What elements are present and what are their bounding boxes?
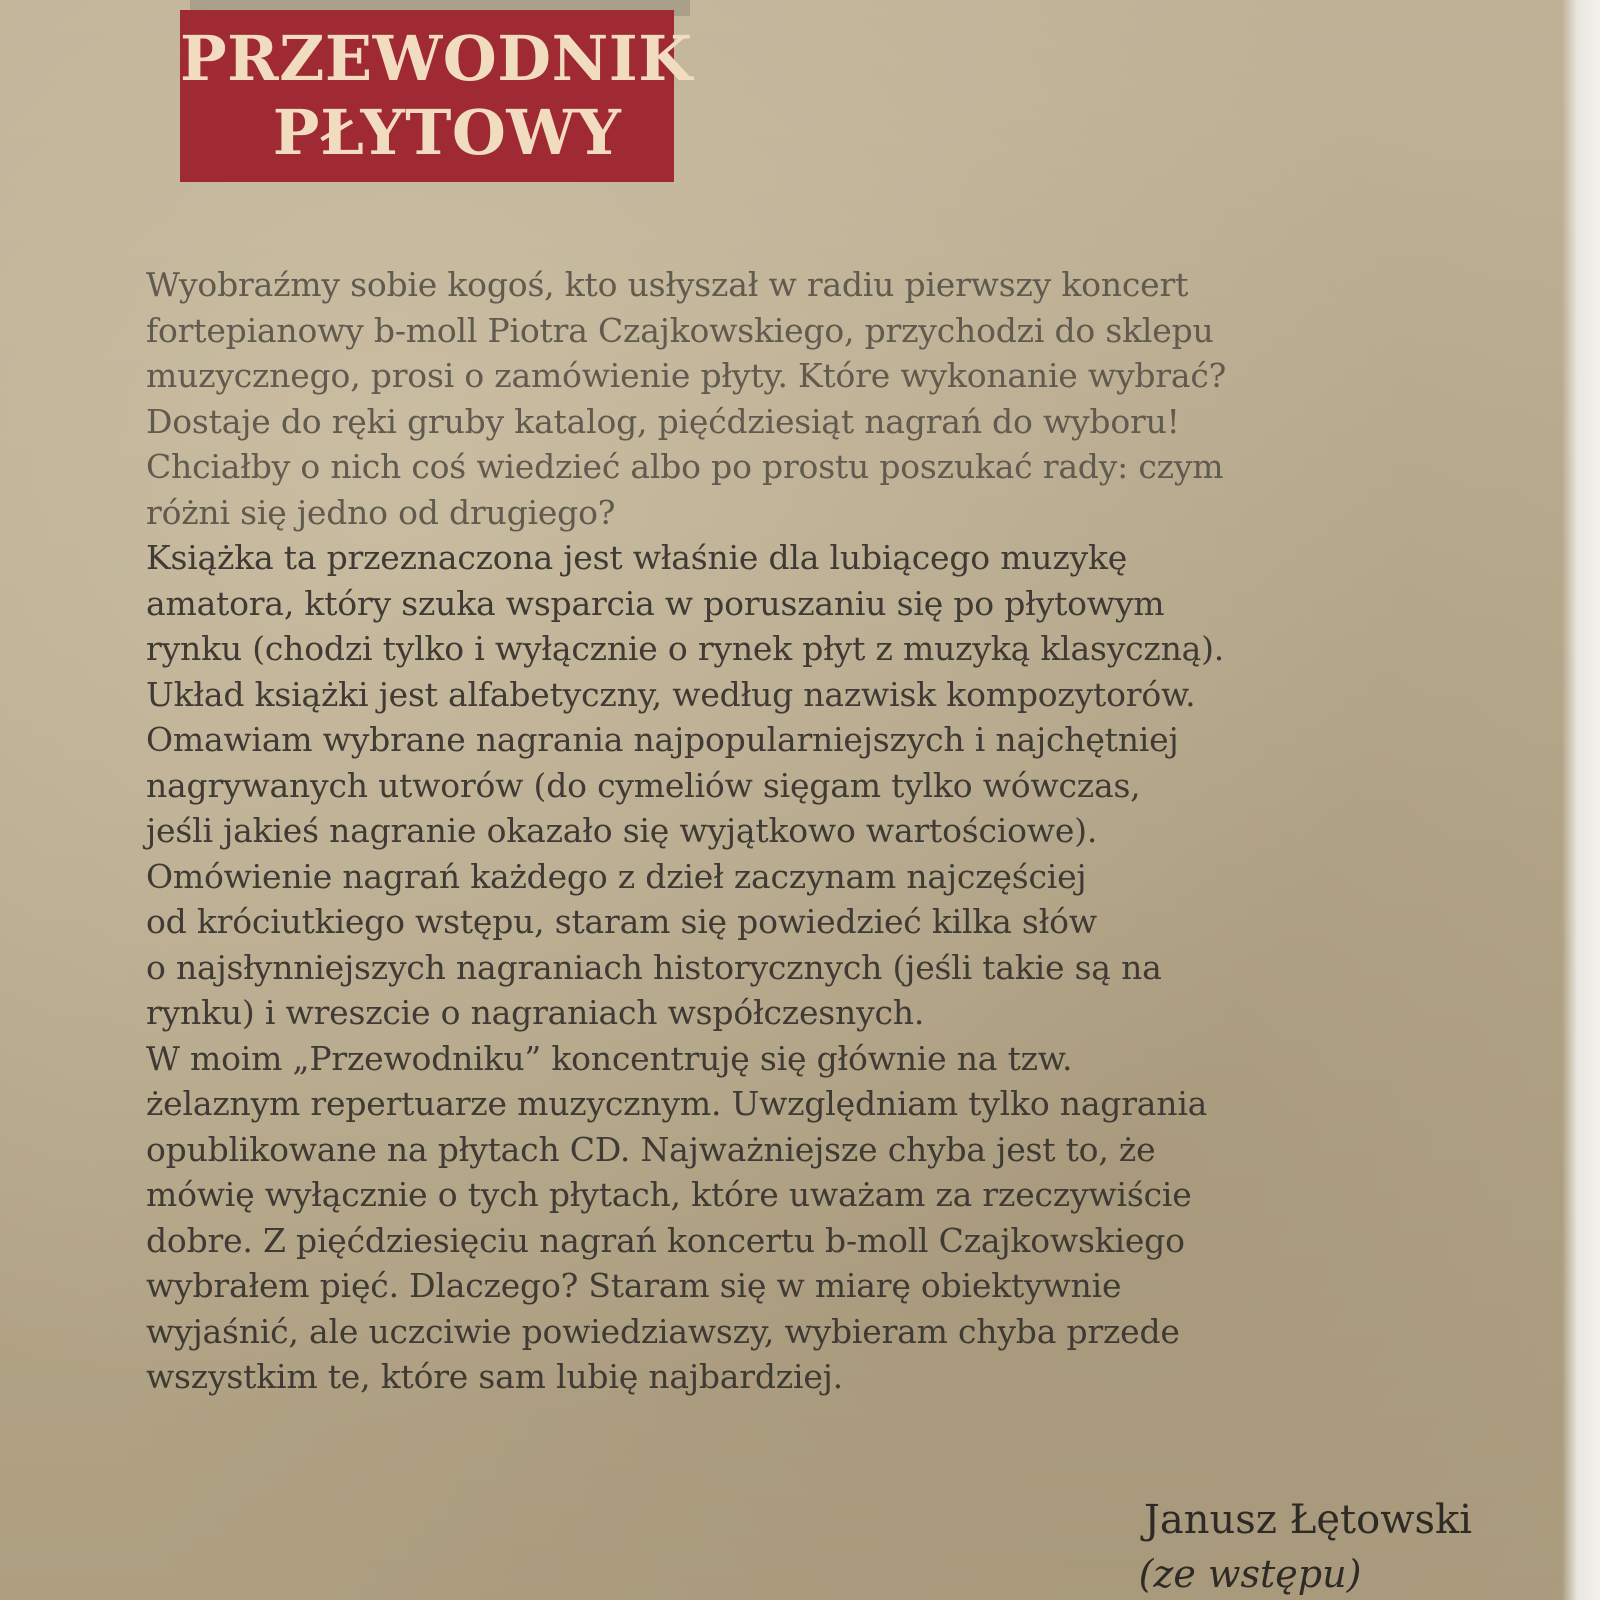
blurb-line: Dostaje do ręki gruby katalog, pięćdziesiąt nagrań do wyboru! — [146, 401, 1180, 441]
blurb-line: fortepianowy b-moll Piotra Czajkowskiego, przychodzi do sklepu — [146, 310, 1214, 350]
blurb-line: Chciałby o nich coś wiedzieć albo po prostu poszukać rady: czym — [146, 447, 1224, 486]
quote-source: (ze wstępu) — [1138, 1552, 1362, 1596]
blurb-line: wszystkim te, które sam lubię najbardziej. — [146, 1357, 843, 1396]
blurb-line: dobre. Z pięćdziesięciu nagrań koncertu b-moll Czajkowskiego — [146, 1220, 1185, 1260]
blurb-line: wyjaśnić, ale uczciwie powiedziawszy, wybieram chyba przede — [146, 1311, 1180, 1351]
blurb-line: Układ książki jest alfabetyczny, według nazwisk kompozytorów. — [146, 674, 1196, 714]
blurb-line: Książka ta przeznaczona jest właśnie dla lubiącego muzykę — [146, 538, 1128, 577]
title-line-2: PŁYTOWY — [272, 96, 622, 169]
blurb-line: Omawiam wybrane nagrania najpopularniejszych i najchętniej — [146, 720, 1179, 759]
blurb-line: żelaznym repertuarze muzycznym. Uwzględniam tylko nagrania — [146, 1084, 1208, 1123]
blurb-line: opublikowane na płytach CD. Najważniejsze chyba jest to, że — [146, 1129, 1156, 1169]
blurb-line: nagrywanych utworów (do cymeliów sięgam tylko wówczas, — [146, 765, 1141, 805]
blurb-line: o najsłynniejszych nagraniach historycznych (jeśli takie są na — [146, 947, 1162, 987]
blurb-line: mówię wyłącznie o tych płytach, które uważam za rzeczywiście — [146, 1175, 1192, 1214]
blurb-line: W moim „Przewodniku” koncentruję się głównie na tzw. — [146, 1038, 1073, 1078]
title-line-1: PRZEWODNIK — [180, 22, 693, 95]
blurb-line: różni się jedno od drugiego? — [146, 492, 616, 532]
blurb-line: rynku) i wreszcie o nagraniach współczesnych. — [146, 993, 925, 1032]
blurb-line: amatora, który szuka wsparcia w poruszaniu się po płytowym — [146, 583, 1165, 623]
blurb-line: wybrałem pięć. Dlaczego? Staram się w miarę obiektywnie — [146, 1266, 1122, 1305]
title-banner — [180, 10, 693, 182]
blurb-line: Wyobraźmy sobie kogoś, kto usłyszał w radiu pierwszy koncert — [146, 265, 1189, 304]
blurb-line: rynku (chodzi tylko i wyłącznie o rynek płyt z muzyką klasyczną). — [146, 629, 1225, 668]
blurb-line: jeśli jakieś nagranie okazało się wyjątkowo wartościowe). — [146, 811, 1098, 850]
blurb-line: od króciutkiego wstępu, staram się powiedzieć kilka słów — [146, 902, 1097, 941]
blurb-text — [146, 262, 1446, 1400]
blurb-line: Omówienie nagrań każdego z dzieł zaczynam najczęściej — [146, 856, 1087, 896]
page-edge-highlight — [1562, 0, 1600, 1600]
blurb-line: muzycznego, prosi o zamówienie płyty. Które wykonanie wybrać? — [146, 356, 1227, 395]
author-signature: Janusz Łętowski — [1143, 1497, 1472, 1543]
